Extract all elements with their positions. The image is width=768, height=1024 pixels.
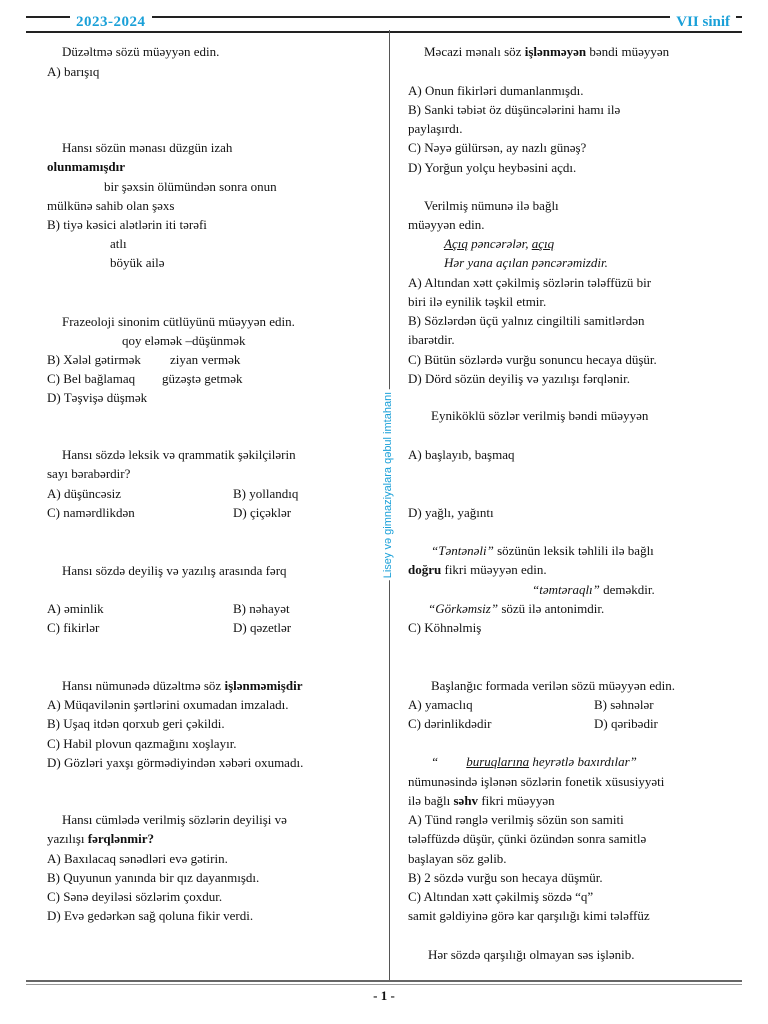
right-q1-line1: Məcazi mənalı söz işlənməyən bəndi müəyyən xyxy=(424,44,670,59)
right-q5-b: B) səhnələr xyxy=(594,697,654,712)
right-q5-c: C) dərinlikdədir xyxy=(408,716,492,731)
right-q6-line3: ilə bağlı səhv fikri müəyyən xyxy=(408,793,555,808)
left-q7-line1: Hansı cümlədə verilmiş sözlərin deyilişi və xyxy=(62,812,287,827)
right-q4-c: C) Köhnəlmiş xyxy=(408,620,482,635)
left-q7-b: B) Quyunun yanında bir qız dayanmışdı. xyxy=(47,870,260,885)
right-q2-b1: B) Sözlərdən üçü yalnız cingiltili samitlərdən xyxy=(408,313,645,328)
right-q1-b1: B) Sanki təbiət öz düşüncələrini hamı ilə xyxy=(408,102,621,117)
right-q3-line1: Eyniköklü sözlər verilmiş bəndi müəyyən xyxy=(431,408,649,423)
header-rule-bottom xyxy=(26,31,742,33)
left-q3-c-right: güzəştə getmək xyxy=(162,371,243,386)
left-q5-b: B) nəhayət xyxy=(233,601,290,616)
left-q4-a: A) düşüncəsiz xyxy=(47,486,122,501)
left-q2-line2: olunmamışdır xyxy=(47,159,126,174)
right-q3-d: D) yağlı, yağıntı xyxy=(408,505,494,520)
left-q5-a: A) əminlik xyxy=(47,601,104,616)
left-q1-a: A) barışıq xyxy=(47,64,100,79)
left-q7-c: C) Sənə deyiləsi sözlərim çoxdur. xyxy=(47,889,223,904)
left-q3-c-left: C) Bel bağlamaq xyxy=(47,371,136,386)
right-q3-a: A) başlayıb, başmaq xyxy=(408,447,515,462)
right-q5-d: D) qəribədir xyxy=(594,716,658,731)
left-q5-d: D) qəzetlər xyxy=(233,620,292,635)
right-q6-a1: A) Tünd rənglə verilmiş sözün son samiti xyxy=(408,812,624,827)
left-q4-line2: sayı bərabərdir? xyxy=(47,466,131,481)
left-q5-c: C) fikirlər xyxy=(47,620,100,635)
left-q7-a: A) Baxılacaq sənədləri evə gətirin. xyxy=(47,851,228,866)
left-q4-d: D) çiçəklər xyxy=(233,505,292,520)
left-q2-b: B) tiyə kəsici alətlərin iti tərəfi xyxy=(47,217,207,232)
left-q2-line4: mülkünə sahib olan şəxs xyxy=(47,198,175,213)
right-q2-a1: A) Altından xətt çəkilmiş sözlərin tələffüzü bir xyxy=(408,275,652,290)
left-q7-line2: yazılışı fərqlənmir? xyxy=(47,831,154,846)
right-q4-line1: “Təntənəli” sözünün leksik təhlili ilə bağlı xyxy=(431,543,654,558)
right-q5-line1: Başlanğıc formada verilən sözü müəyyən edin. xyxy=(431,678,676,693)
left-q6-a: A) Müqavilənin şərtlərini oxumadan imzaladı. xyxy=(47,697,289,712)
right-q2-line1: Verilmiş nümunə ilə bağlı xyxy=(424,198,559,213)
left-q7-d: D) Evə gedərkən sağ qoluna fikir verdi. xyxy=(47,908,254,923)
left-q3-line2: qoy eləmək –düşünmək xyxy=(122,333,246,348)
right-q1-b2: paylaşırdı. xyxy=(408,121,463,136)
right-q2-line2: müəyyən edin. xyxy=(408,217,485,232)
right-q4-line3: “təmtəraqlı” deməkdir. xyxy=(532,582,655,597)
left-q5-line1: Hansı sözdə deyiliş və yazılış arasında fərq xyxy=(62,563,287,578)
footer-rule xyxy=(26,980,742,982)
right-q1-c: C) Nəyə gülürsən, ay nazlı günəş? xyxy=(408,140,587,155)
right-q2-c: C) Bütün sözlərdə vurğu sonuncu hecaya düşür. xyxy=(408,352,657,367)
right-q2-b2: ibarətdir. xyxy=(408,332,455,347)
left-q2-line6: atlı xyxy=(110,236,127,251)
right-q2-example1: Açıq pəncərələr, açıq xyxy=(444,236,555,251)
right-q6-last: Hər sözdə qarşılığı olmayan səs işlənib. xyxy=(428,947,635,962)
right-q4-line2: doğru fikri müəyyən edin. xyxy=(408,562,547,577)
left-q3-b-left: B) Xələl gətirmək xyxy=(47,352,141,367)
header-year: 2023-2024 xyxy=(70,14,152,31)
page-number: - 1 - xyxy=(373,988,395,1003)
left-q2-line3: bir şəxsin ölümündən sonra onun xyxy=(104,179,277,194)
right-q6-c2: samit gəldiyinə görə kar qarşılığı kimi tələffüz xyxy=(408,908,650,923)
header-class: VII sinif xyxy=(670,14,736,31)
left-q6-b: B) Uşaq itdən qorxub geri çəkildi. xyxy=(47,716,225,731)
right-q6-line2: nümunəsində işlənən sözlərin fonetik xüsusiyyəti xyxy=(408,774,665,789)
right-q6-a3: başlayan söz gəlib. xyxy=(408,851,507,866)
left-q4-line1: Hansı sözdə leksik və qrammatik şəkilçilərin xyxy=(62,447,296,462)
right-q5-a: A) yamaclıq xyxy=(408,697,473,712)
right-q4-line4: “Görkəmsiz” sözü ilə antonimdir. xyxy=(428,601,605,616)
left-q6-line1: Hansı nümunədə düzəltmə söz işlənməmişdir xyxy=(62,678,303,693)
left-q3-d: D) Təşvişə düşmək xyxy=(47,390,148,405)
footer-rule-thin xyxy=(26,984,742,985)
right-q2-d: D) Dörd sözün deyiliş və yazılışı fərqlənir. xyxy=(408,371,631,386)
left-q2-line7: böyük ailə xyxy=(110,255,165,270)
left-q4-b: B) yollandıq xyxy=(233,486,299,501)
left-q1-text: Düzəltmə sözü müəyyən edin. xyxy=(62,44,220,59)
left-q2-line1: Hansı sözün mənası düzgün izah xyxy=(62,140,233,155)
right-q2-a2: biri ilə eynilik təşkil etmir. xyxy=(408,294,547,309)
right-q1-a: A) Onun fikirləri dumanlanmışdı. xyxy=(408,83,584,98)
left-q6-d: D) Gözləri yaxşı görmədiyindən xəbəri oxumadı. xyxy=(47,755,304,770)
right-q6-quote: “ buruqlarına heyrətlə baxırdılar” xyxy=(431,754,637,769)
left-q3-b-right: ziyan vermək xyxy=(170,352,241,367)
left-q4-c: C) namərdlikdən xyxy=(47,505,135,520)
right-q6-c1: C) Altından xətt çəkilmiş sözdə “q” xyxy=(408,889,594,904)
right-q6-a2: tələffüzdə düşür, çünki özündən sonra samitlə xyxy=(408,831,647,846)
right-q6-b: B) 2 sözdə vurğu son hecaya düşmür. xyxy=(408,870,603,885)
right-q1-d: D) Yorğun yolçu heybəsini açdı. xyxy=(408,160,577,175)
side-label: Lisey və gimnaziyalara qəbul imtahanı xyxy=(382,391,394,579)
left-q6-c: C) Habil plovun qazmağını xoşlayır. xyxy=(47,736,237,751)
left-q3-line1: Frazeoloji sinonim cütlüyünü müəyyən edin. xyxy=(62,314,295,329)
right-q2-example2: Hər yana açılan pəncərəmizdir. xyxy=(444,255,608,270)
